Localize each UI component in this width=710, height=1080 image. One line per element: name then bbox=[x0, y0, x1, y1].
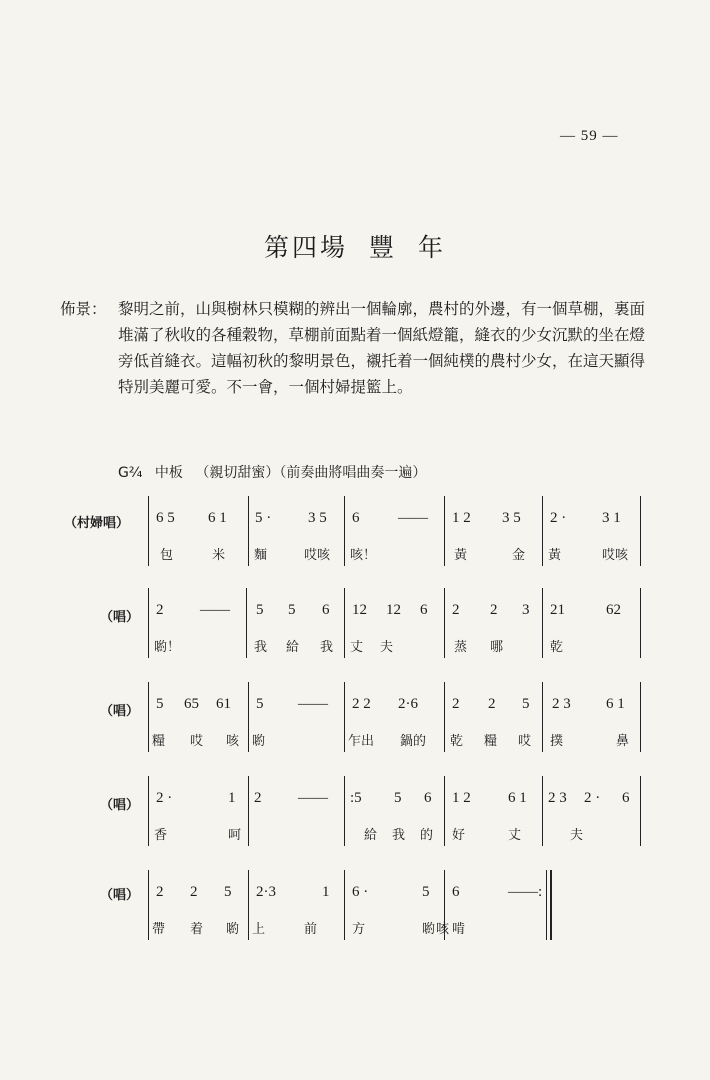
note: 6 bbox=[420, 602, 428, 618]
note: 6 bbox=[322, 602, 330, 618]
lyric: 哎咳 bbox=[304, 548, 331, 563]
note: 2 bbox=[452, 696, 460, 712]
note: 2 · bbox=[156, 790, 173, 806]
note: 21 bbox=[550, 602, 565, 618]
staff-role: （唱） bbox=[100, 888, 140, 903]
lyric: 的 bbox=[420, 828, 434, 843]
stage-setting bbox=[60, 296, 650, 400]
note: 62 bbox=[606, 602, 621, 618]
note: 12 bbox=[352, 602, 367, 618]
note: 6 1 bbox=[606, 696, 625, 712]
note: 6 1 bbox=[508, 790, 527, 806]
lyric: 咳 bbox=[436, 922, 450, 937]
lyric: 乾 bbox=[450, 734, 464, 749]
note: —— bbox=[298, 790, 328, 806]
lyric: 我 bbox=[254, 640, 268, 655]
lyric: 糧 bbox=[152, 734, 166, 749]
note: 2 bbox=[156, 884, 164, 900]
note: 12 bbox=[386, 602, 401, 618]
note: 6 1 bbox=[208, 510, 227, 526]
lyric: 黃 bbox=[454, 548, 468, 563]
note: 5 bbox=[288, 602, 296, 618]
lyric: 好 bbox=[452, 828, 466, 843]
note: 3 5 bbox=[502, 510, 521, 526]
lyric: 呵 bbox=[228, 828, 242, 843]
note: 5 bbox=[522, 696, 530, 712]
note: 5 bbox=[422, 884, 430, 900]
note: —— bbox=[298, 696, 328, 712]
note: 2 2 bbox=[352, 696, 371, 712]
note: 2 bbox=[254, 790, 262, 806]
lyric: 啃 bbox=[452, 922, 466, 937]
lyric: 哎咳 bbox=[602, 548, 629, 563]
lyric: 撲 bbox=[550, 734, 564, 749]
note: 2 bbox=[490, 602, 498, 618]
note: 3 bbox=[522, 602, 530, 618]
note: 65 bbox=[184, 696, 199, 712]
note: 6 bbox=[352, 510, 360, 526]
note: 2 · bbox=[584, 790, 601, 806]
setting-label: 佈景： bbox=[60, 300, 107, 318]
note: 1 bbox=[322, 884, 330, 900]
note: 61 bbox=[216, 696, 231, 712]
lyric: 咳 bbox=[226, 734, 240, 749]
key-tempo-line bbox=[118, 462, 434, 482]
lyric: 金 bbox=[512, 548, 526, 563]
scene-title: 第四場 豐 年 bbox=[264, 233, 446, 262]
note: —— bbox=[398, 510, 428, 526]
note: 6 5 bbox=[156, 510, 175, 526]
staff-role: （唱） bbox=[100, 798, 140, 813]
lyric: 鼻 bbox=[616, 734, 630, 749]
setting-text: 黎明之前，山與樹林只模糊的辨出一個輪廓，農村的外邊，有一個草棚，裏面堆滿了秋收的各種穀物，草棚前面點着一個紙燈籠，縫衣的少女沉默的坐在燈旁低首縫衣。這幅初秋的黎明景色，襯托着一個純樸的農村少女，在這天顯得特別美麗可愛。不一會，一個村婦提籃上。 bbox=[118, 300, 646, 396]
lyric: 乾 bbox=[550, 640, 564, 655]
score-staff-4 bbox=[0, 776, 710, 866]
lyric: 方 bbox=[352, 922, 366, 937]
lyric: 給 bbox=[364, 828, 378, 843]
lyric: 蒸 bbox=[454, 640, 468, 655]
note: 6 bbox=[424, 790, 432, 806]
note: 5 bbox=[256, 602, 264, 618]
lyric: 帶 bbox=[152, 922, 166, 937]
staff-role: （村婦唱） bbox=[64, 516, 130, 531]
lyric: 哎 bbox=[518, 734, 532, 749]
lyric: 丈 bbox=[508, 828, 522, 843]
lyric: 糧 bbox=[484, 734, 498, 749]
note: 2 3 bbox=[552, 696, 571, 712]
lyric: 我 bbox=[320, 640, 334, 655]
note: 5 bbox=[156, 696, 164, 712]
staff-role: （唱） bbox=[100, 610, 140, 625]
lyric: 喲！ bbox=[154, 640, 181, 655]
lyric: 前 bbox=[304, 922, 318, 937]
note: 3 5 bbox=[308, 510, 327, 526]
note: 5 bbox=[224, 884, 232, 900]
lyric: 夫 bbox=[380, 640, 394, 655]
lyric: 乍出 bbox=[348, 734, 375, 749]
lyric: 鍋的 bbox=[400, 734, 427, 749]
note: 2 3 bbox=[548, 790, 567, 806]
lyric: 上 bbox=[252, 922, 266, 937]
note: 2 bbox=[452, 602, 460, 618]
note: —— bbox=[200, 602, 230, 618]
note: 1 bbox=[228, 790, 236, 806]
lyric: 丈 bbox=[350, 640, 364, 655]
lyric: 我 bbox=[392, 828, 406, 843]
note: 6 · bbox=[352, 884, 369, 900]
staff-role: （唱） bbox=[100, 704, 140, 719]
lyric: 包 bbox=[160, 548, 174, 563]
lyric: 黃 bbox=[548, 548, 562, 563]
score-staff-1 bbox=[0, 496, 710, 586]
note: ——: bbox=[508, 884, 543, 900]
tempo-marking: 中板 bbox=[154, 465, 183, 481]
lyric: 喲 bbox=[252, 734, 266, 749]
lyric: 咳！ bbox=[350, 548, 377, 563]
note: 3 1 bbox=[602, 510, 621, 526]
lyric: 着 bbox=[190, 922, 204, 937]
score-staff-2 bbox=[0, 588, 710, 678]
lyric: 夫 bbox=[570, 828, 584, 843]
expression-marking: （親切甜蜜）（前奏曲將唱曲奏一遍） bbox=[195, 465, 427, 481]
note: 1 2 bbox=[452, 510, 471, 526]
key-signature: G²⁄₄ bbox=[118, 465, 143, 481]
note: 2·3 bbox=[256, 884, 276, 900]
lyric: 喲 bbox=[226, 922, 240, 937]
score-staff-5 bbox=[0, 870, 710, 960]
note: 5 bbox=[394, 790, 402, 806]
note: 2 bbox=[156, 602, 164, 618]
lyric: 哪 bbox=[490, 640, 504, 655]
lyric: 給 bbox=[286, 640, 300, 655]
score-staff-3 bbox=[0, 682, 710, 772]
lyric: 米 bbox=[212, 548, 226, 563]
lyric: 麵 bbox=[254, 548, 268, 563]
lyric: 哎 bbox=[190, 734, 204, 749]
note: 5 · bbox=[255, 510, 272, 526]
note: :5 bbox=[350, 790, 362, 806]
note: 6 bbox=[622, 790, 630, 806]
page-number: — 59 — bbox=[560, 128, 619, 144]
note: 6 bbox=[452, 884, 460, 900]
lyric: 喲 bbox=[422, 922, 436, 937]
note: 2·6 bbox=[398, 696, 418, 712]
note: 2 bbox=[190, 884, 198, 900]
note: 2 · bbox=[550, 510, 567, 526]
note: 2 bbox=[488, 696, 496, 712]
note: 5 bbox=[256, 696, 264, 712]
note: 1 2 bbox=[452, 790, 471, 806]
lyric: 香 bbox=[154, 828, 168, 843]
